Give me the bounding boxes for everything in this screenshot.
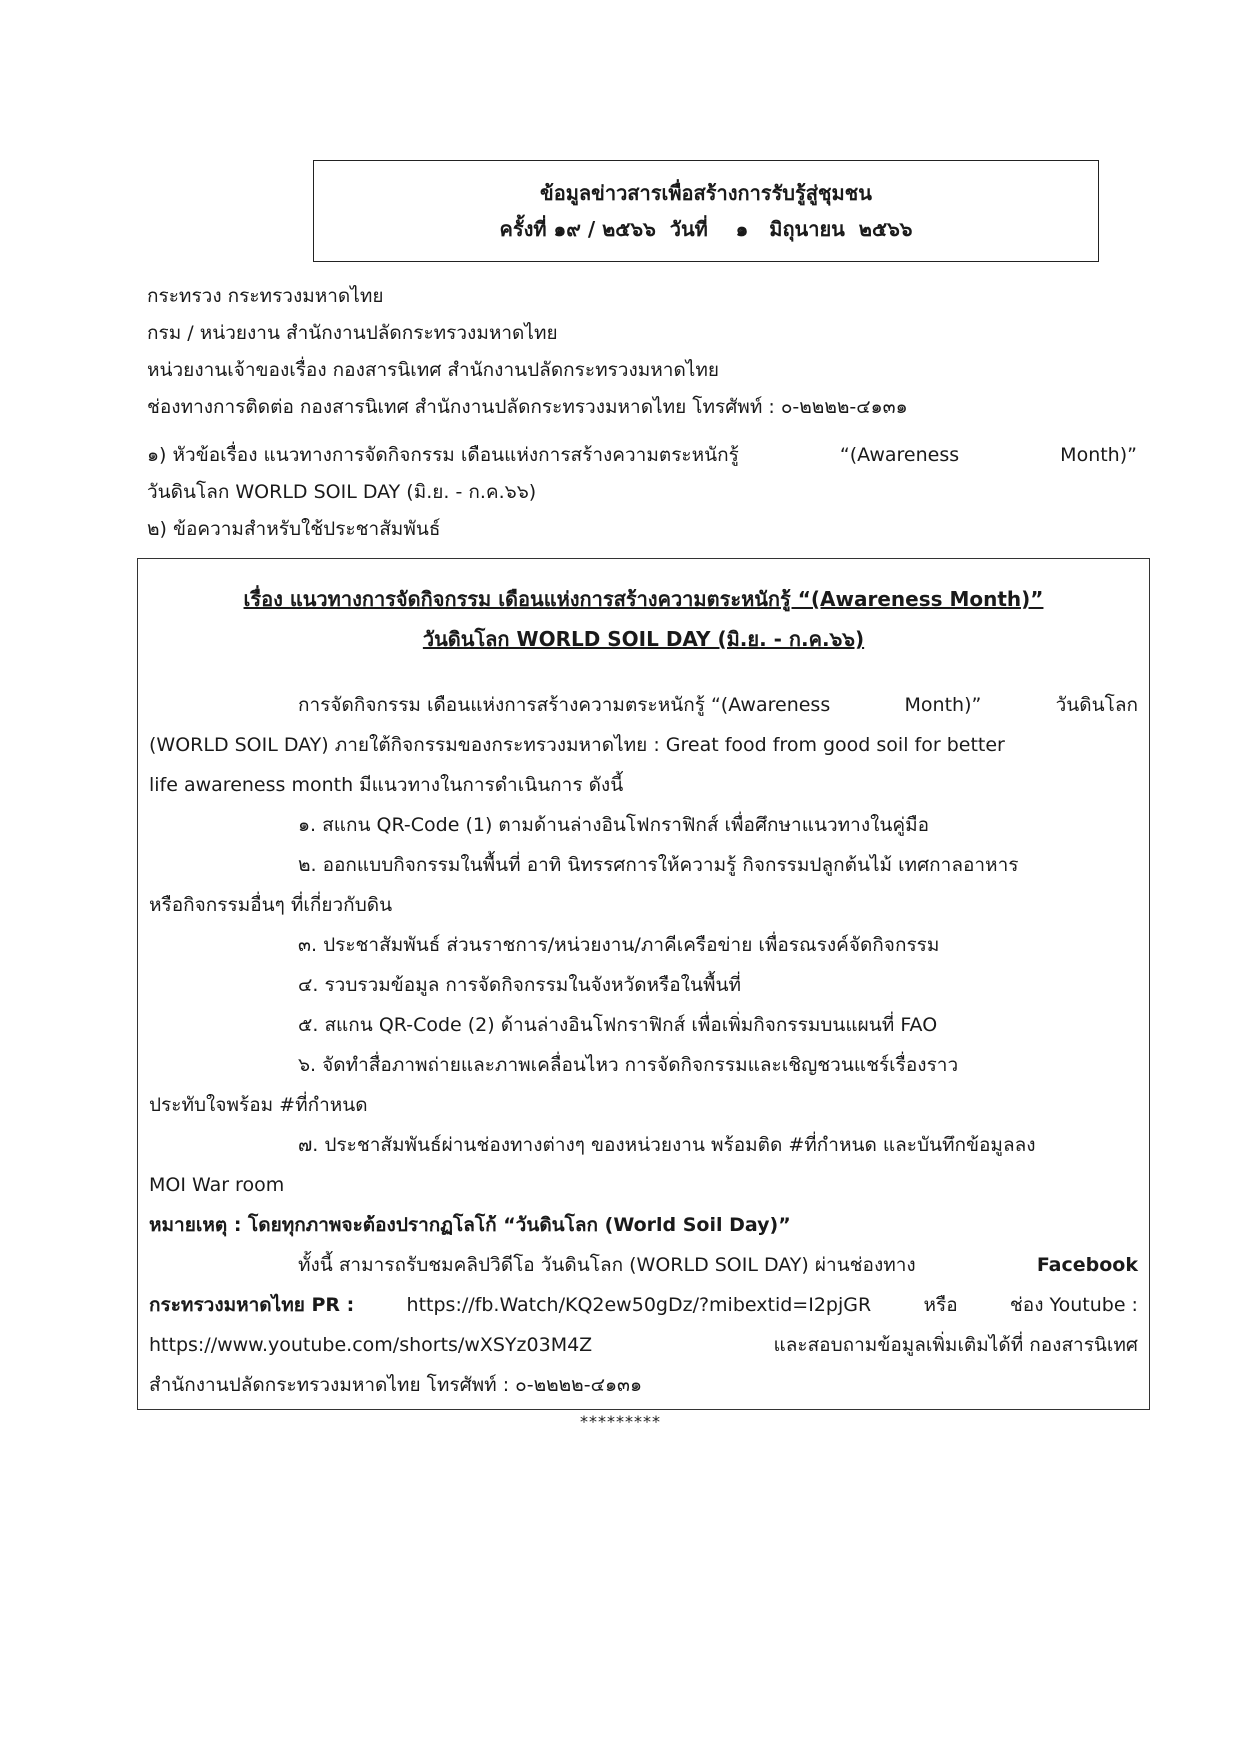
list-item-6: ๖. จัดทำสื่อภาพถ่ายและภาพเคลื่อนไหว การจัดกิจกรรมและเชิญชวนแชร์เรื่องราว [298,1054,959,1076]
list-item-7: ๗. ประชาสัมพันธ์ผ่านช่องทางต่างๆ ของหน่วยงาน พร้อมติด #ที่กำหนด และบันทึกข้อมูลลง [298,1134,1036,1156]
intro-line1-b: Month)” [904,694,982,716]
header-title-box [313,160,1099,262]
closing-line1-a: ทั้งนี้ สามารถรับชมคลิปวิดีโอ วันดินโลก (WORLD SOIL DAY) ผ่านช่องทาง [298,1254,916,1276]
intro-line3: life awareness month มีแนวทางในการดำเนินการ ดังนี้ [149,774,624,796]
closing-line4: สำนักงานปลัดกระทรวงมหาดไทย โทรศัพท์ : ๐-๒๒๒๒-๔๑๓๑ [149,1374,643,1396]
topic-line1-c: Month)” [1060,444,1137,466]
topic-line1-a: ๑) หัวข้อเรื่อง แนวทางการจัดกิจกรรม เดือนแห่งการสร้างความตระหนักรู้ [147,444,739,466]
content-title-line1: เรื่อง แนวทางการจัดกิจกรรม เดือนแห่งการสร้างความตระหนักรู้ “(Awareness Month)” [243,587,1044,611]
list-item-7-cont: MOI War room [149,1174,285,1196]
facebook-label: Facebook [1036,1254,1138,1276]
list-item-2: ๒. ออกแบบกิจกรรมในพื้นที่ อาทิ นิทรรศการให้ความรู้ กิจกรรมปลูกต้นไม้ เทศกาลอาหาร [298,854,1019,876]
closing-line3 [149,1325,1138,1365]
intro-line1-a: การจัดกิจกรรม เดือนแห่งการสร้างความตระหนักรู้ “(Awareness [298,694,831,716]
topic-block [147,437,1137,548]
topic-line1 [147,437,1137,474]
closing-or: หรือ [923,1294,958,1316]
facebook-page-name: กระทรวงมหาดไทย PR : [149,1294,355,1316]
list-item-5: ๕. สแกน QR-Code (2) ด้านล่างอินโฟกราฟิกส์ เพื่อเพิ่มกิจกรรมบนแผนที่ FAO [298,1014,938,1036]
list-item-4: ๔. รวบรวมข้อมูล การจัดกิจกรรมในจังหวัดหรือในพื้นที่ [298,974,741,996]
intro-line2: (WORLD SOIL DAY) ภายใต้กิจกรรมของกระทรวงมหาดไทย : Great food from good soil for better [149,734,1005,756]
meta-block [147,278,1137,426]
closing-line2 [149,1285,1138,1325]
content-title-line2: วันดินโลก WORLD SOIL DAY (มิ.ย. - ก.ค.๖๖) [422,627,865,651]
topic-line2: วันดินโลก WORLD SOIL DAY (มิ.ย. - ก.ค.๖๖) [147,481,537,503]
facebook-link[interactable]: https://fb.Watch/KQ2ew50gDz/?mibextid=I2pjGR [406,1294,872,1316]
youtube-link[interactable]: https://www.youtube.com/shorts/wXSYz03M4Z [149,1334,593,1356]
meta-contact: ช่องทางการติดต่อ กองสารนิเทศ สำนักงานปลัดกระทรวงมหาดไทย โทรศัพท์ : ๐-๒๒๒๒-๔๑๓๑ [147,396,908,418]
intro-line1 [149,685,1138,725]
spacer [149,659,1138,685]
note-text: หมายเหตุ : โดยทุกภาพจะต้องปรากฏโลโก้ “วันดินโลก (World Soil Day)” [149,1214,791,1236]
topic-line3: ๒) ข้อความสำหรับใช้ประชาสัมพันธ์ [147,518,441,540]
content-box [137,558,1150,1410]
list-item-2-cont: หรือกิจกรรมอื่นๆ ที่เกี่ยวกับดิน [149,894,393,916]
meta-department: กรม / หน่วยงาน สำนักงานปลัดกระทรวงมหาดไทย [147,322,558,344]
meta-ministry: กระทรวง กระทรวงมหาดไทย [147,285,384,307]
list-item-6-cont: ประทับใจพร้อม #ที่กำหนด [149,1094,368,1116]
closing-line1 [149,1245,1138,1285]
intro-line1-c: วันดินโลก [1055,694,1138,716]
header-title-line1: ข้อมูลข่าวสารเพื่อสร้างการรับรู้สู่ชุมชน [540,181,872,205]
end-marker: ********* [580,1412,661,1431]
list-item-3: ๓. ประชาสัมพันธ์ ส่วนราชการ/หน่วยงาน/ภาคีเครือข่าย เพื่อรณรงค์จัดกิจกรรม [298,934,940,956]
closing-line3-b: และสอบถามข้อมูลเพิ่มเติมได้ที่ กองสารนิเทศ [773,1334,1138,1356]
meta-owner: หน่วยงานเจ้าของเรื่อง กองสารนิเทศ สำนักงานปลัดกระทรวงมหาดไทย [147,359,720,381]
topic-line1-b: “(Awareness [839,444,960,466]
header-title-line2: ครั้งที่ ๑๙ / ๒๕๖๖ วันที่ ๑ มิถุนายน ๒๕๖๖ [499,217,913,241]
youtube-label: ช่อง Youtube : [1009,1294,1138,1316]
list-item-1: ๑. สแกน QR-Code (1) ตามด้านล่างอินโฟกราฟิกส์ เพื่อศึกษาแนวทางในคู่มือ [298,814,930,836]
